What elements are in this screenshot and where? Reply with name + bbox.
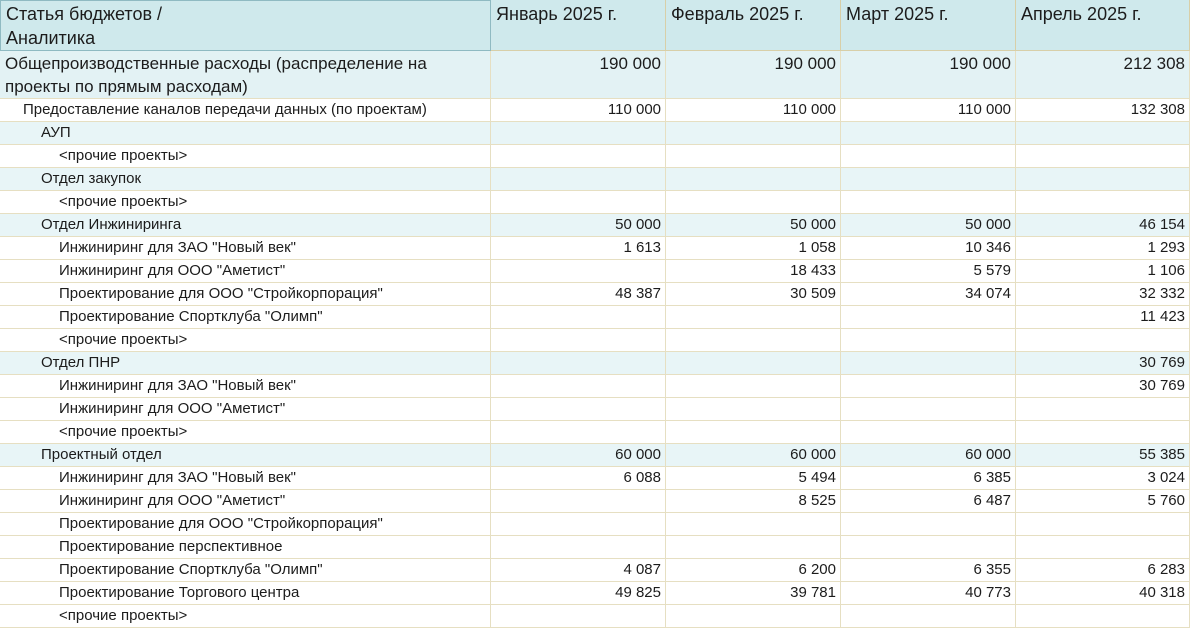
value-cell[interactable]: 60 000 xyxy=(666,444,841,467)
value-cell[interactable] xyxy=(1016,536,1190,559)
value-cell[interactable] xyxy=(841,306,1016,329)
value-cell[interactable] xyxy=(666,352,841,375)
value-cell[interactable] xyxy=(666,398,841,421)
value-cell[interactable]: 212 308 xyxy=(1016,51,1190,99)
row-label[interactable]: Инжиниринг для ЗАО "Новый век" xyxy=(0,467,491,490)
value-cell[interactable]: 5 760 xyxy=(1016,490,1190,513)
value-cell[interactable]: 110 000 xyxy=(841,99,1016,122)
value-cell[interactable] xyxy=(491,168,666,191)
value-cell[interactable] xyxy=(666,329,841,352)
row-label[interactable]: <прочие проекты> xyxy=(0,191,491,214)
row-label[interactable]: Инжиниринг для ООО "Аметист" xyxy=(0,490,491,513)
value-cell[interactable] xyxy=(1016,329,1190,352)
value-cell[interactable]: 60 000 xyxy=(491,444,666,467)
value-cell[interactable]: 6 283 xyxy=(1016,559,1190,582)
value-cell[interactable]: 50 000 xyxy=(666,214,841,237)
value-cell[interactable] xyxy=(666,421,841,444)
budget-report-table xyxy=(0,0,1190,51)
value-cell[interactable]: 1 058 xyxy=(666,237,841,260)
value-cell[interactable]: 132 308 xyxy=(1016,99,1190,122)
value-cell[interactable] xyxy=(491,398,666,421)
value-cell[interactable] xyxy=(491,513,666,536)
value-cell[interactable] xyxy=(841,536,1016,559)
value-cell[interactable] xyxy=(666,168,841,191)
row-label[interactable]: Проектирование перспективное xyxy=(0,536,491,559)
row-label[interactable]: Отдел Инжиниринга xyxy=(0,214,491,237)
value-cell[interactable]: 39 781 xyxy=(666,582,841,605)
value-cell[interactable] xyxy=(491,306,666,329)
value-cell[interactable] xyxy=(841,352,1016,375)
value-cell[interactable]: 110 000 xyxy=(666,99,841,122)
value-cell[interactable]: 5 494 xyxy=(666,467,841,490)
header-month-march[interactable]: Март 2025 г. xyxy=(841,0,1016,51)
value-cell[interactable] xyxy=(1016,191,1190,214)
value-cell[interactable]: 49 825 xyxy=(491,582,666,605)
row-label[interactable]: Инжиниринг для ЗАО "Новый век" xyxy=(0,375,491,398)
value-cell[interactable]: 50 000 xyxy=(491,214,666,237)
header-month-february[interactable]: Февраль 2025 г. xyxy=(666,0,841,51)
header-month-april[interactable]: Апрель 2025 г. xyxy=(1016,0,1190,51)
value-cell[interactable]: 50 000 xyxy=(841,214,1016,237)
value-cell[interactable] xyxy=(841,375,1016,398)
value-cell[interactable] xyxy=(1016,168,1190,191)
value-cell[interactable] xyxy=(491,352,666,375)
value-cell[interactable] xyxy=(666,375,841,398)
value-cell[interactable]: 1 293 xyxy=(1016,237,1190,260)
value-cell[interactable]: 60 000 xyxy=(841,444,1016,467)
value-cell[interactable] xyxy=(666,536,841,559)
value-cell[interactable] xyxy=(1016,513,1190,536)
value-cell[interactable] xyxy=(491,191,666,214)
row-label[interactable]: Инжиниринг для ЗАО "Новый век" xyxy=(0,237,491,260)
value-cell[interactable]: 6 385 xyxy=(841,467,1016,490)
value-cell[interactable] xyxy=(1016,398,1190,421)
value-cell[interactable]: 30 769 xyxy=(1016,375,1190,398)
row-label[interactable]: <прочие проекты> xyxy=(0,605,491,628)
value-cell[interactable]: 10 346 xyxy=(841,237,1016,260)
value-cell[interactable]: 110 000 xyxy=(491,99,666,122)
value-cell[interactable]: 1 106 xyxy=(1016,260,1190,283)
value-cell[interactable]: 190 000 xyxy=(491,51,666,99)
row-label[interactable]: Отдел ПНР xyxy=(0,352,491,375)
value-cell[interactable] xyxy=(491,536,666,559)
value-cell[interactable] xyxy=(491,329,666,352)
value-cell[interactable] xyxy=(1016,421,1190,444)
value-cell[interactable] xyxy=(666,306,841,329)
header-first-column[interactable]: Статья бюджетов / Аналитика xyxy=(0,0,491,51)
value-cell[interactable] xyxy=(491,260,666,283)
value-cell[interactable]: 32 332 xyxy=(1016,283,1190,306)
value-cell[interactable] xyxy=(841,421,1016,444)
row-label[interactable]: Проектирование Спортклуба "Олимп" xyxy=(0,559,491,582)
value-cell[interactable] xyxy=(666,605,841,628)
value-cell[interactable] xyxy=(1016,145,1190,168)
value-cell[interactable] xyxy=(841,168,1016,191)
header-month-january[interactable]: Январь 2025 г. xyxy=(491,0,666,51)
value-cell[interactable] xyxy=(491,490,666,513)
value-cell[interactable]: 34 074 xyxy=(841,283,1016,306)
value-cell[interactable]: 6 355 xyxy=(841,559,1016,582)
value-cell[interactable]: 190 000 xyxy=(841,51,1016,99)
value-cell[interactable] xyxy=(491,605,666,628)
value-cell[interactable]: 190 000 xyxy=(666,51,841,99)
value-cell[interactable]: 11 423 xyxy=(1016,306,1190,329)
row-label[interactable]: <прочие проекты> xyxy=(0,421,491,444)
row-label[interactable]: Общепроизводственные расходы (распределение на проекты по прямым расходам) xyxy=(0,51,491,99)
value-cell[interactable] xyxy=(666,513,841,536)
value-cell[interactable] xyxy=(666,191,841,214)
row-label[interactable]: Отдел закупок xyxy=(0,168,491,191)
value-cell[interactable]: 6 088 xyxy=(491,467,666,490)
value-cell[interactable] xyxy=(1016,605,1190,628)
value-cell[interactable] xyxy=(491,145,666,168)
value-cell[interactable] xyxy=(841,122,1016,145)
value-cell[interactable] xyxy=(841,605,1016,628)
value-cell[interactable]: 6 487 xyxy=(841,490,1016,513)
value-cell[interactable] xyxy=(841,513,1016,536)
value-cell[interactable] xyxy=(491,421,666,444)
value-cell[interactable]: 30 769 xyxy=(1016,352,1190,375)
row-label[interactable]: Проектирование Торгового центра xyxy=(0,582,491,605)
row-label[interactable]: Предоставление каналов передачи данных (по проектам) xyxy=(0,99,491,122)
value-cell[interactable]: 55 385 xyxy=(1016,444,1190,467)
table-body xyxy=(0,51,1190,628)
value-cell[interactable]: 40 318 xyxy=(1016,582,1190,605)
value-cell[interactable] xyxy=(841,145,1016,168)
value-cell[interactable] xyxy=(841,191,1016,214)
row-label[interactable]: Проектирование для ООО "Стройкорпорация" xyxy=(0,513,491,536)
row-label[interactable]: Инжиниринг для ООО "Аметист" xyxy=(0,398,491,421)
row-label[interactable]: Проектный отдел xyxy=(0,444,491,467)
row-label[interactable]: АУП xyxy=(0,122,491,145)
value-cell[interactable]: 30 509 xyxy=(666,283,841,306)
row-label[interactable]: <прочие проекты> xyxy=(0,329,491,352)
value-cell[interactable]: 8 525 xyxy=(666,490,841,513)
value-cell[interactable]: 48 387 xyxy=(491,283,666,306)
value-cell[interactable]: 5 579 xyxy=(841,260,1016,283)
value-cell[interactable]: 1 613 xyxy=(491,237,666,260)
value-cell[interactable] xyxy=(1016,122,1190,145)
value-cell[interactable]: 4 087 xyxy=(491,559,666,582)
value-cell[interactable] xyxy=(491,122,666,145)
row-label[interactable]: <прочие проекты> xyxy=(0,145,491,168)
value-cell[interactable]: 3 024 xyxy=(1016,467,1190,490)
value-cell[interactable]: 6 200 xyxy=(666,559,841,582)
value-cell[interactable] xyxy=(841,329,1016,352)
row-label[interactable]: Инжиниринг для ООО "Аметист" xyxy=(0,260,491,283)
row-label[interactable]: Проектирование для ООО "Стройкорпорация" xyxy=(0,283,491,306)
value-cell[interactable] xyxy=(491,375,666,398)
value-cell[interactable]: 46 154 xyxy=(1016,214,1190,237)
value-cell[interactable]: 18 433 xyxy=(666,260,841,283)
value-cell[interactable]: 40 773 xyxy=(841,582,1016,605)
value-cell[interactable] xyxy=(666,122,841,145)
value-cell[interactable] xyxy=(666,145,841,168)
row-label[interactable]: Проектирование Спортклуба "Олимп" xyxy=(0,306,491,329)
value-cell[interactable] xyxy=(841,398,1016,421)
